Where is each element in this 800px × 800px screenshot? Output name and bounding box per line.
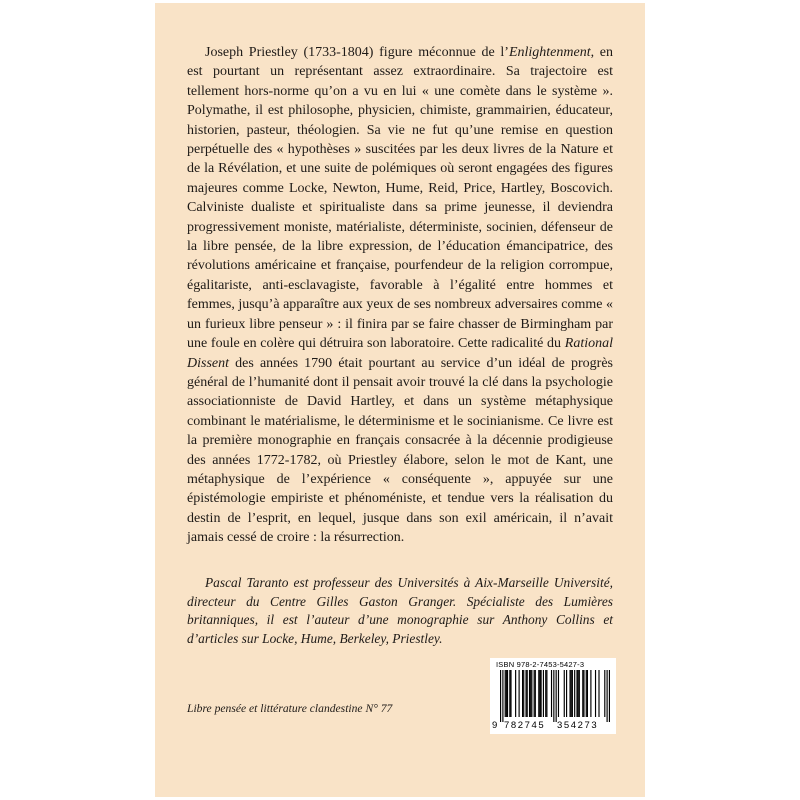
barcode-bar: [506, 670, 507, 717]
blurb-segment-italic: Rational Dissent: [187, 336, 613, 371]
barcode-guard-bar: [607, 670, 608, 722]
barcode-bar: [531, 670, 532, 717]
barcode-bar: [564, 670, 565, 717]
barcode-bar: [587, 670, 588, 717]
barcode-bar: [527, 670, 528, 717]
barcode-bar: [523, 670, 524, 717]
series-label: Libre pensée et littérature clandestine N° 77: [187, 702, 393, 715]
barcode-bar: [572, 670, 573, 717]
barcode-bar: [539, 670, 540, 717]
barcode-bar: [579, 670, 580, 717]
barcode-bar: [604, 670, 605, 717]
barcode-bar: [566, 670, 567, 717]
barcode-bar: [551, 670, 552, 717]
barcode-bar: [507, 670, 508, 717]
barcode-bar: [529, 670, 530, 717]
barcode-guard-bar: [609, 670, 610, 722]
barcode-bar: [530, 670, 531, 717]
blurb-segment: des années 1790 était pourtant au service d’un idéal de progrès général de l’humanité dont il pensait avoir trouvé la clé dans la psychologie associationniste de David Hartley, et dans un système métaphysique combinant le matérialisme, le déterminisme et le socinianisme. Ce livre est la première monographie en français consacrée à la décennie prodigieuse des années 1772-1782, où Priestley élabore, selon le mot de Kant, une métaphysique de l’expérience « conséquente », appuyée sur une épistémologie empiriste et phénoméniste, et tendue vers la réalisation du destin de l’esprit, en lequel, jusque dans son exil américain, il n’avait jamais cessé de croire : la résurrection.: [187, 355, 613, 546]
barcode-bar: [583, 670, 584, 717]
barcode-bar: [558, 670, 559, 717]
blurb-segment-italic: Enlightenment: [508, 45, 591, 60]
barcode-bar: [598, 670, 599, 717]
barcode-guard-bar: [553, 670, 554, 722]
back-cover: [155, 3, 645, 797]
barcode-bars: [500, 670, 610, 722]
barcode-bar: [505, 670, 506, 717]
barcode-bar: [541, 670, 542, 717]
barcode-bar: [535, 670, 536, 717]
barcode-bar: [578, 670, 579, 717]
barcode-right-digits: 354273: [557, 720, 599, 731]
barcode-guard-bar: [502, 670, 503, 722]
isbn-label: ISBN 978-2-7453-5427-3: [496, 660, 585, 669]
barcode-bar: [543, 670, 544, 717]
blurb-segment: Joseph Priestley (1733-1804) figure méconnue de l’: [205, 45, 509, 60]
barcode-bar: [519, 670, 520, 717]
barcode-bar: [525, 670, 526, 717]
barcode-guard-bar: [556, 670, 557, 722]
author-bio: Pascal Taranto est professeur des Universités à Aix-Marseille Université, directeur du Centre Gilles Gaston Granger. Spécialiste des Lumières britanniques, il est l’auteur d’une monographie sur Anthony Collins et d’articles sur Locke, Hume, Berkeley, Priestley.: [187, 575, 613, 646]
barcode-bar: [576, 670, 577, 717]
barcode-left-digits: 782745: [504, 720, 546, 731]
book-blurb: [187, 43, 613, 548]
barcode-bar: [569, 670, 570, 717]
barcode-bar: [538, 670, 539, 717]
barcode-first-digit: 9: [492, 720, 498, 731]
barcode-bar: [571, 670, 572, 717]
barcode-bar: [595, 670, 596, 717]
barcode-bar: [522, 670, 523, 717]
barcode-bar: [582, 670, 583, 717]
barcode-bar: [586, 670, 587, 717]
barcode-bar: [574, 670, 575, 717]
barcode-bar: [590, 670, 591, 717]
barcode-bar: [515, 670, 516, 717]
blurb-segment: , en est pourtant un représentant assez extraordinaire. Sa trajectoire est tellement hors-norme qu’on a vu en lui « une comète dans le système ». Polymathe, il est philosophe, physicien, chimiste, grammairien, éducateur, historien, pasteur, théologien. Sa vie ne fut qu’une remise en question perpétuelle des « hypothèses » suscitées par les deux livres de la Nature et de la Révélation, et une suite de polémiques où seront engagées des figures majeures comme Locke, Newton, Hume, Reid, Price, Hartley, Boscovich. Calviniste dualiste et spiritualiste dans sa prime jeunesse, il deviendra progressivement moniste, matérialiste, déterministe, socinien, défenseur de la libre pensée, de la libre expression, de l’éducation émancipatrice, des révolutions américaine et française, pourfendeur de la religion corrompue, égalitariste, anti-esclavagiste, favorable à l’égalité entre hommes et femmes, jusqu’à apparaître aux yeux de ses nombreux adversaires comme « un furieux libre penseur » : il finira par se faire chasser de Birmingham par une foule en colère qui détruira son laboratoire. Cette radicalité du: [187, 45, 613, 352]
barcode-bar: [545, 670, 546, 717]
barcode-bar: [534, 670, 535, 717]
barcode-bar: [510, 670, 511, 717]
barcode-bar: [546, 670, 547, 717]
isbn-barcode: [490, 658, 616, 734]
barcode-bar: [509, 670, 510, 717]
barcode-guard-bar: [500, 670, 501, 722]
